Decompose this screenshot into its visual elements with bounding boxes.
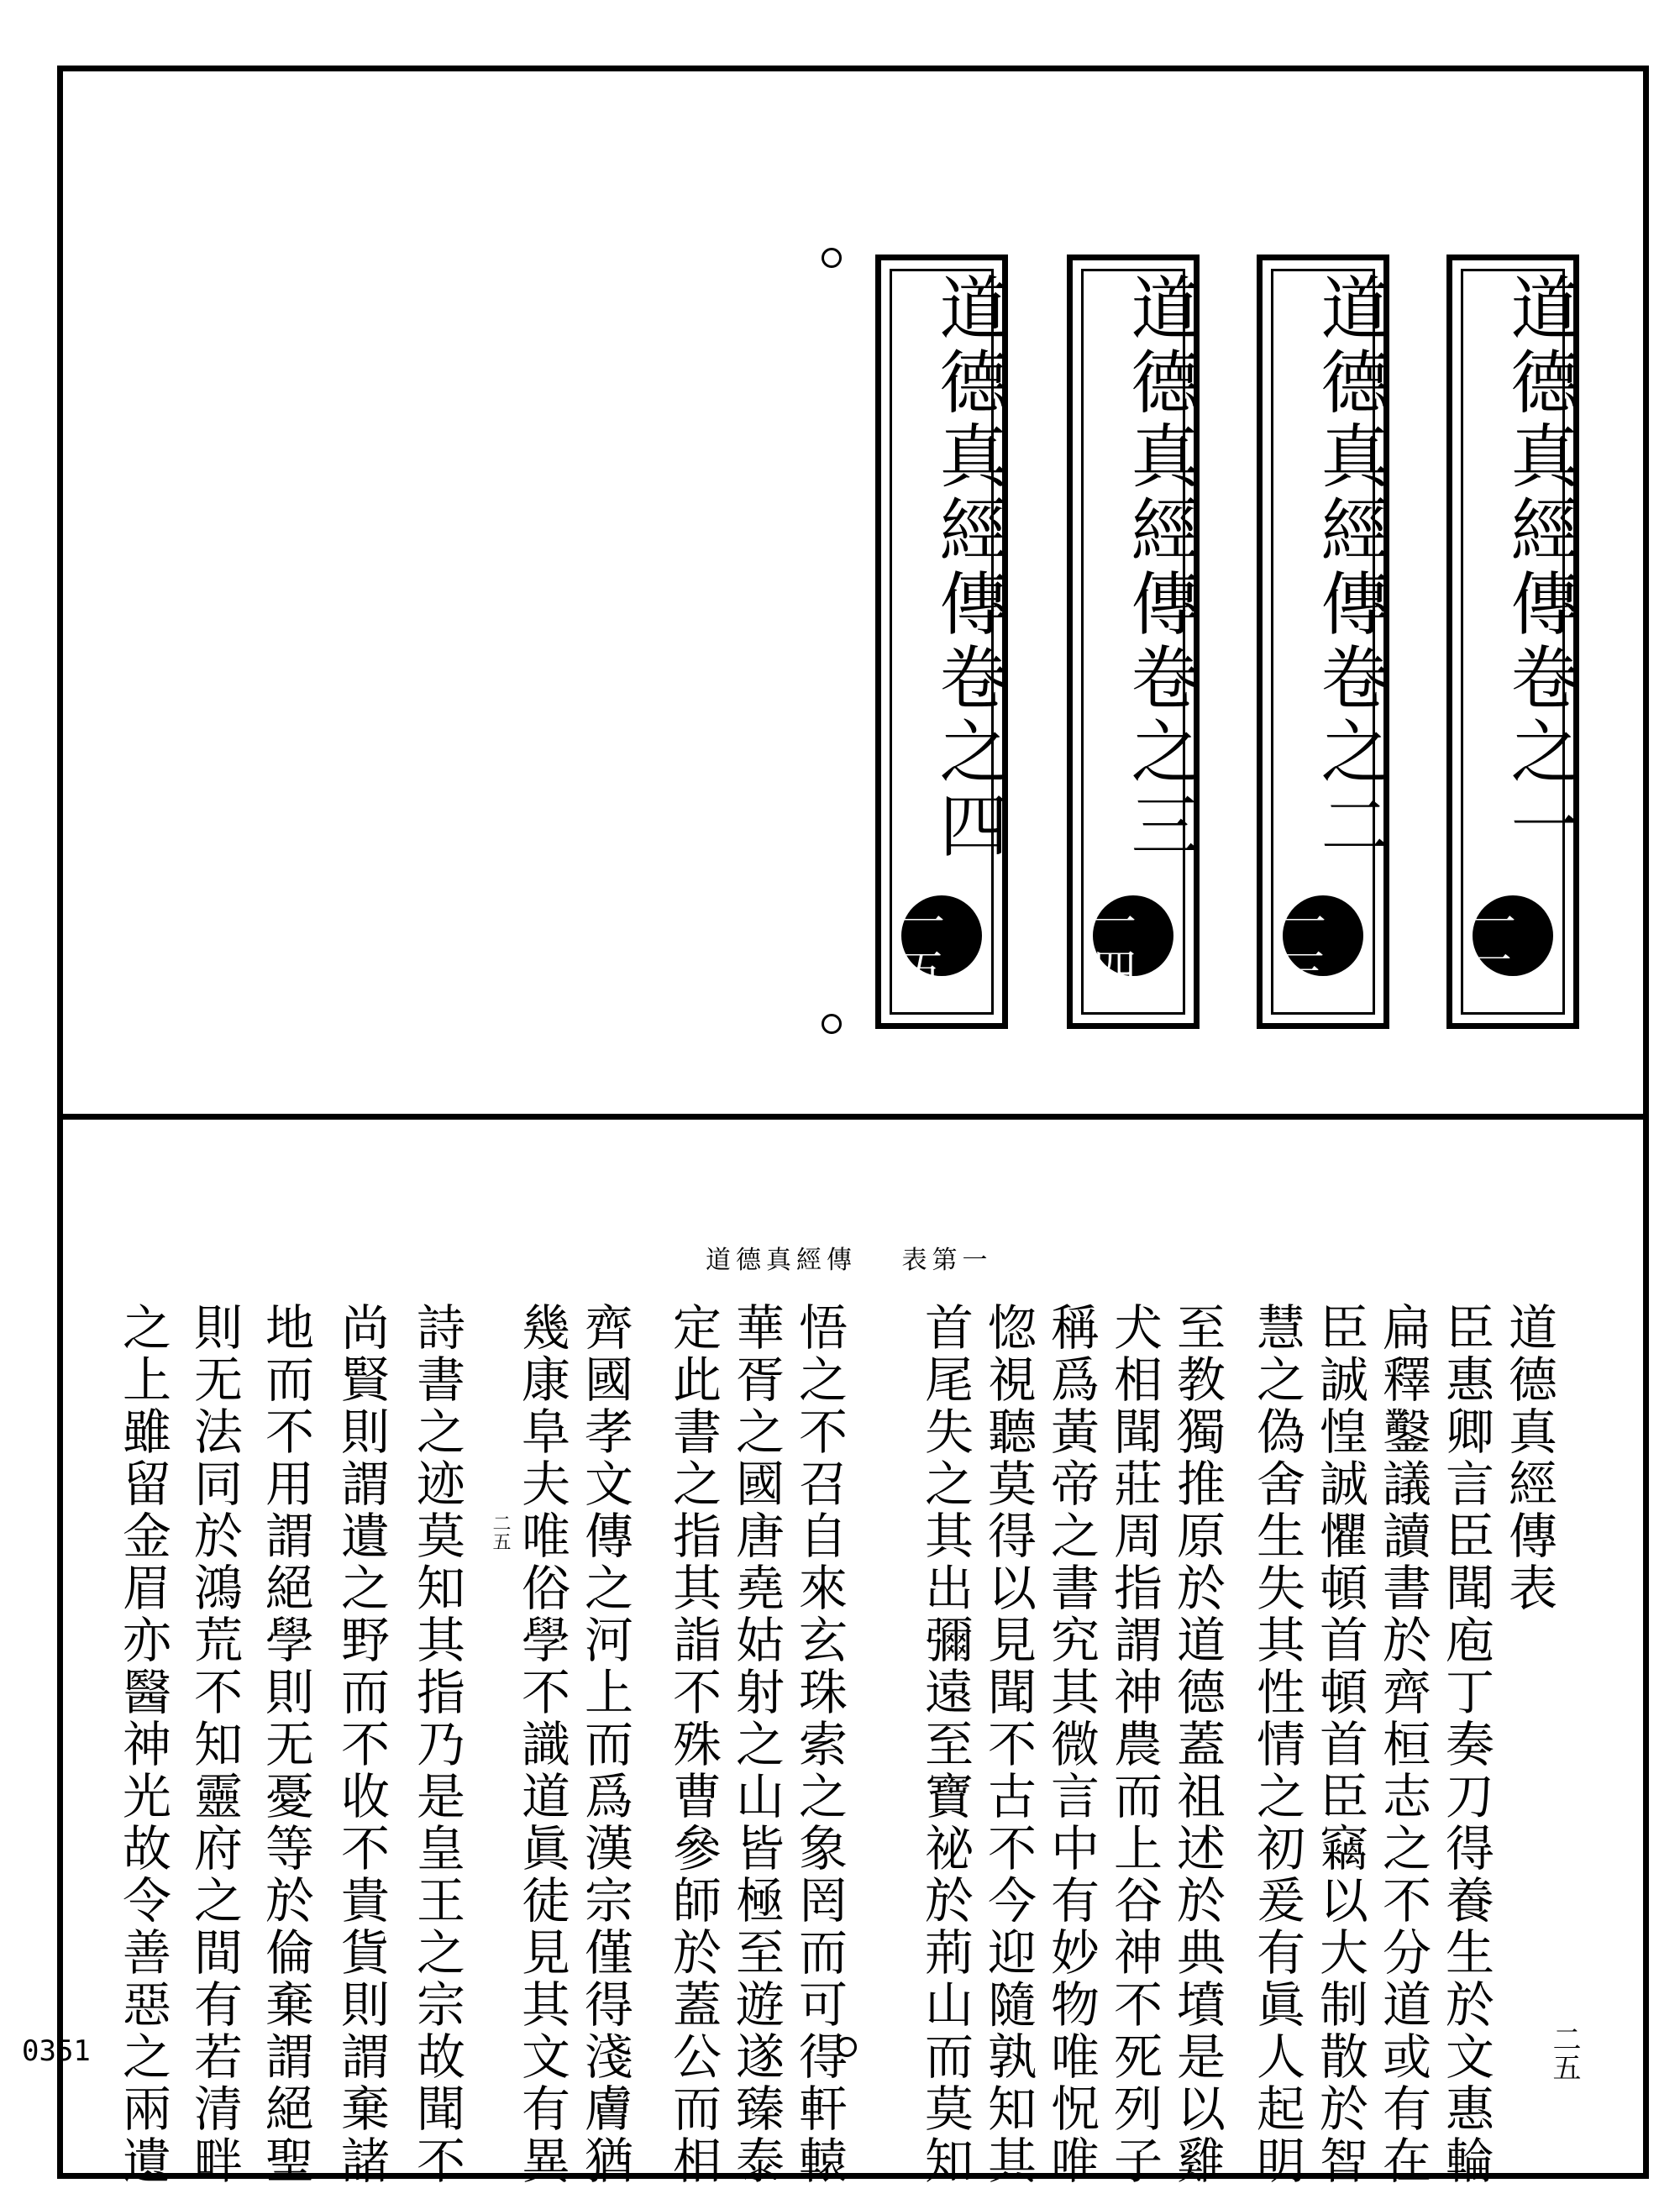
text-column: 地而不用謂絕學則无憂等於倫棄謂絕聖 (257, 1302, 314, 2187)
text-column: 悟之不召自來玄珠索之象罔而可得軒轅 (790, 1302, 848, 2187)
volume-seal: 二五 (901, 895, 982, 976)
binding-hole-icon (822, 248, 842, 268)
page-divider (57, 1114, 1649, 1120)
side-mark: 二五 (490, 1514, 511, 1551)
text-column: 臣誠惶誠懼頓首頓首臣竊以大制散於智 (1311, 1302, 1368, 2187)
text-column: 稱爲黃帝之書究其微言中有妙物唯怳唯 (1042, 1302, 1100, 2187)
text-column: 臣惠卿言臣聞庖丁奏刀得養生於文惠輪 (1437, 1302, 1494, 2187)
text-column: 詩書之迹莫知其指乃是皇王之宗故聞不 (408, 1302, 465, 2187)
text-column: 至教獨推原於道德蓋祖述於典墳是以雞 (1168, 1302, 1226, 2187)
text-column: 惚視聽莫得以見聞不古不今迎隨孰知其 (979, 1302, 1037, 2187)
text-column: 首尾失之其出彌遠至寶祕於荊山而莫知 (916, 1302, 974, 2187)
volume-seal: 二四 (1093, 895, 1173, 976)
volume-tab-title: 道德真經傳卷之二 (1310, 272, 1389, 863)
text-column: 之上雖留金眉亦醫神光故令善惡之兩遺 (114, 1302, 171, 2187)
volume-tab-title: 道德真經傳卷之四 (928, 272, 1008, 863)
volume-tab-2 (1257, 255, 1389, 1029)
volume-tab-1 (1446, 255, 1579, 1029)
volume-tab-4 (875, 255, 1008, 1029)
archive-number: 0351 (22, 2034, 91, 2068)
text-column: 尚賢則謂遺之野而不收不貴貨則謂棄諸 (333, 1302, 390, 2187)
text-column: 華胥之國唐堯姑射之山皆極至遊遂臻泰 (727, 1302, 785, 2187)
text-column: 則无法同於鴻荒不知靈府之間有若清畔 (186, 1302, 243, 2187)
running-header-title: 道德真經傳 (706, 1246, 857, 1275)
text-column: 道德真經傳表 (1500, 1302, 1557, 1614)
page-number: 二五 (1547, 2024, 1581, 2081)
volume-seal: 二三 (1283, 895, 1363, 976)
volume-tab-title: 道德真經傳卷之一 (1499, 272, 1579, 863)
text-column: 幾康阜夫唯俗學不識道眞徒見其文有異 (513, 1302, 570, 2187)
running-header-section: 表第一 (901, 1246, 993, 1275)
running-header (706, 1239, 1025, 1276)
text-column: 定此書之指其詣不殊曹參師於蓋公而相 (664, 1302, 722, 2187)
text-column: 犬相聞莊周指謂神農而上谷神不死列子 (1105, 1302, 1163, 2187)
text-column: 扁釋鑿議讀書於齊桓志之不分道或有在 (1374, 1302, 1431, 2187)
text-column: 齊國孝文傳之河上而爲漢宗僅得淺膚猶 (576, 1302, 633, 2187)
volume-tab-title: 道德真經傳卷之三 (1120, 272, 1200, 863)
volume-tab-3 (1067, 255, 1200, 1029)
volume-seal: 二二 (1473, 895, 1553, 976)
binding-hole-icon (822, 1014, 842, 1034)
text-column: 慧之偽舍生失其性情之初爰有眞人起明 (1248, 1302, 1305, 2187)
